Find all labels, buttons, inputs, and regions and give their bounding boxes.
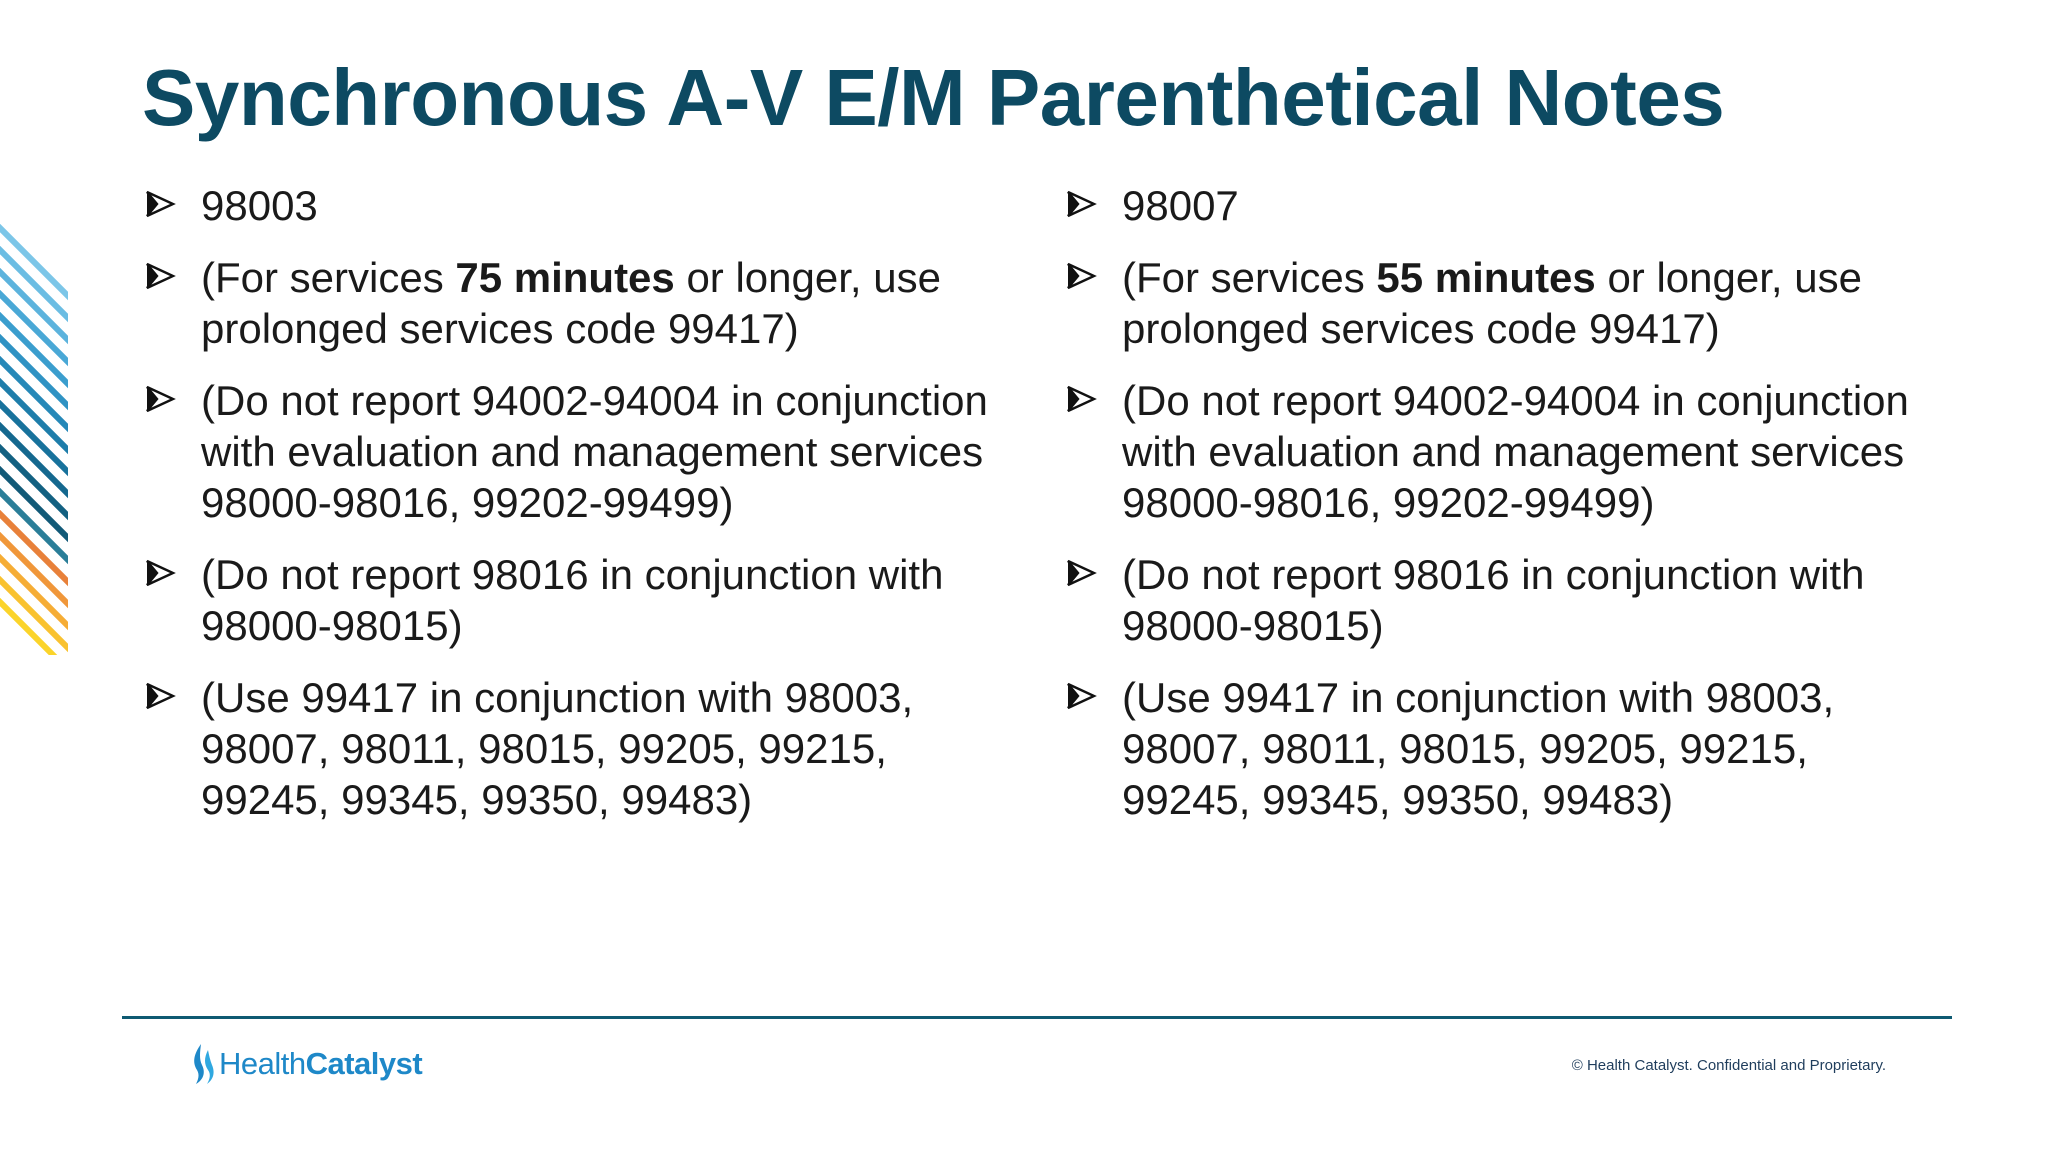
arrowhead-bullet-icon xyxy=(144,557,176,589)
arrowhead-bullet-icon xyxy=(1065,383,1097,415)
arrowhead-bullet-icon xyxy=(1065,260,1097,292)
left-column xyxy=(142,180,1012,846)
bullet-text: (Do not report 94002-94004 in conjunction with evaluation and management services 98000-98016, 99202-99499) xyxy=(1122,377,1909,526)
logo-text-health: Health xyxy=(219,1046,306,1081)
bullet-text: (Use 99417 in conjunction with 98003, 98007, 98011, 98015, 99205, 99215, 99245, 99345, 99350, 99483) xyxy=(201,674,914,823)
bullet-item xyxy=(1063,549,1933,651)
bullet-text: (Do not report 98016 in conjunction with 98000-98015) xyxy=(1122,551,1865,649)
bullet-item xyxy=(142,180,1012,231)
logo-text-catalyst: Catalyst xyxy=(305,1046,423,1081)
footer-divider xyxy=(122,1016,1952,1019)
left-bullet-list xyxy=(142,180,1012,825)
copyright-note: © Health Catalyst. Confidential and Proprietary. xyxy=(1571,1057,1886,1074)
bullet-item xyxy=(142,549,1012,651)
bullet-item xyxy=(142,375,1012,528)
arrowhead-bullet-icon xyxy=(144,383,176,415)
arrowhead-bullet-icon xyxy=(144,680,176,712)
arrowhead-bullet-icon xyxy=(1065,557,1097,589)
bullet-text-pre: (For services xyxy=(201,254,456,301)
bullet-text-bold: 55 minutes xyxy=(1376,254,1596,301)
bullet-item xyxy=(1063,375,1933,528)
bullet-item xyxy=(1063,180,1933,231)
arrowhead-bullet-icon xyxy=(1065,188,1097,220)
slide-title: Synchronous A-V E/M Parenthetical Notes xyxy=(142,53,1725,142)
bullet-text: (Do not report 98016 in conjunction with 98000-98015) xyxy=(201,551,944,649)
bullet-item xyxy=(1063,252,1933,354)
bullet-text: (Do not report 94002-94004 in conjunction with evaluation and management services 98000-98016, 99202-99499) xyxy=(201,377,988,526)
flame-logo-icon xyxy=(190,1042,216,1086)
arrowhead-bullet-icon xyxy=(144,260,176,292)
bullet-text-post: or longer, use prolonged services code 99417) xyxy=(201,254,941,352)
bullet-item xyxy=(142,672,1012,825)
bullet-text: 98007 xyxy=(1122,182,1239,229)
bullet-item xyxy=(142,252,1012,354)
bullet-text-pre: (For services xyxy=(1122,254,1377,301)
decorative-stripes xyxy=(0,210,68,655)
bullet-text-bold: 75 minutes xyxy=(455,254,675,301)
right-bullet-list xyxy=(1063,180,1933,825)
bullet-text-post: or longer, use prolonged services code 99417) xyxy=(1122,254,1862,352)
bullet-text: 98003 xyxy=(201,182,318,229)
arrowhead-bullet-icon xyxy=(144,188,176,220)
health-catalyst-logo xyxy=(190,1040,422,1088)
bullet-item xyxy=(1063,672,1933,825)
right-column xyxy=(1063,180,1933,846)
bullet-text: (Use 99417 in conjunction with 98003, 98007, 98011, 98015, 99205, 99215, 99245, 99345, 99350, 99483) xyxy=(1122,674,1835,823)
arrowhead-bullet-icon xyxy=(1065,680,1097,712)
